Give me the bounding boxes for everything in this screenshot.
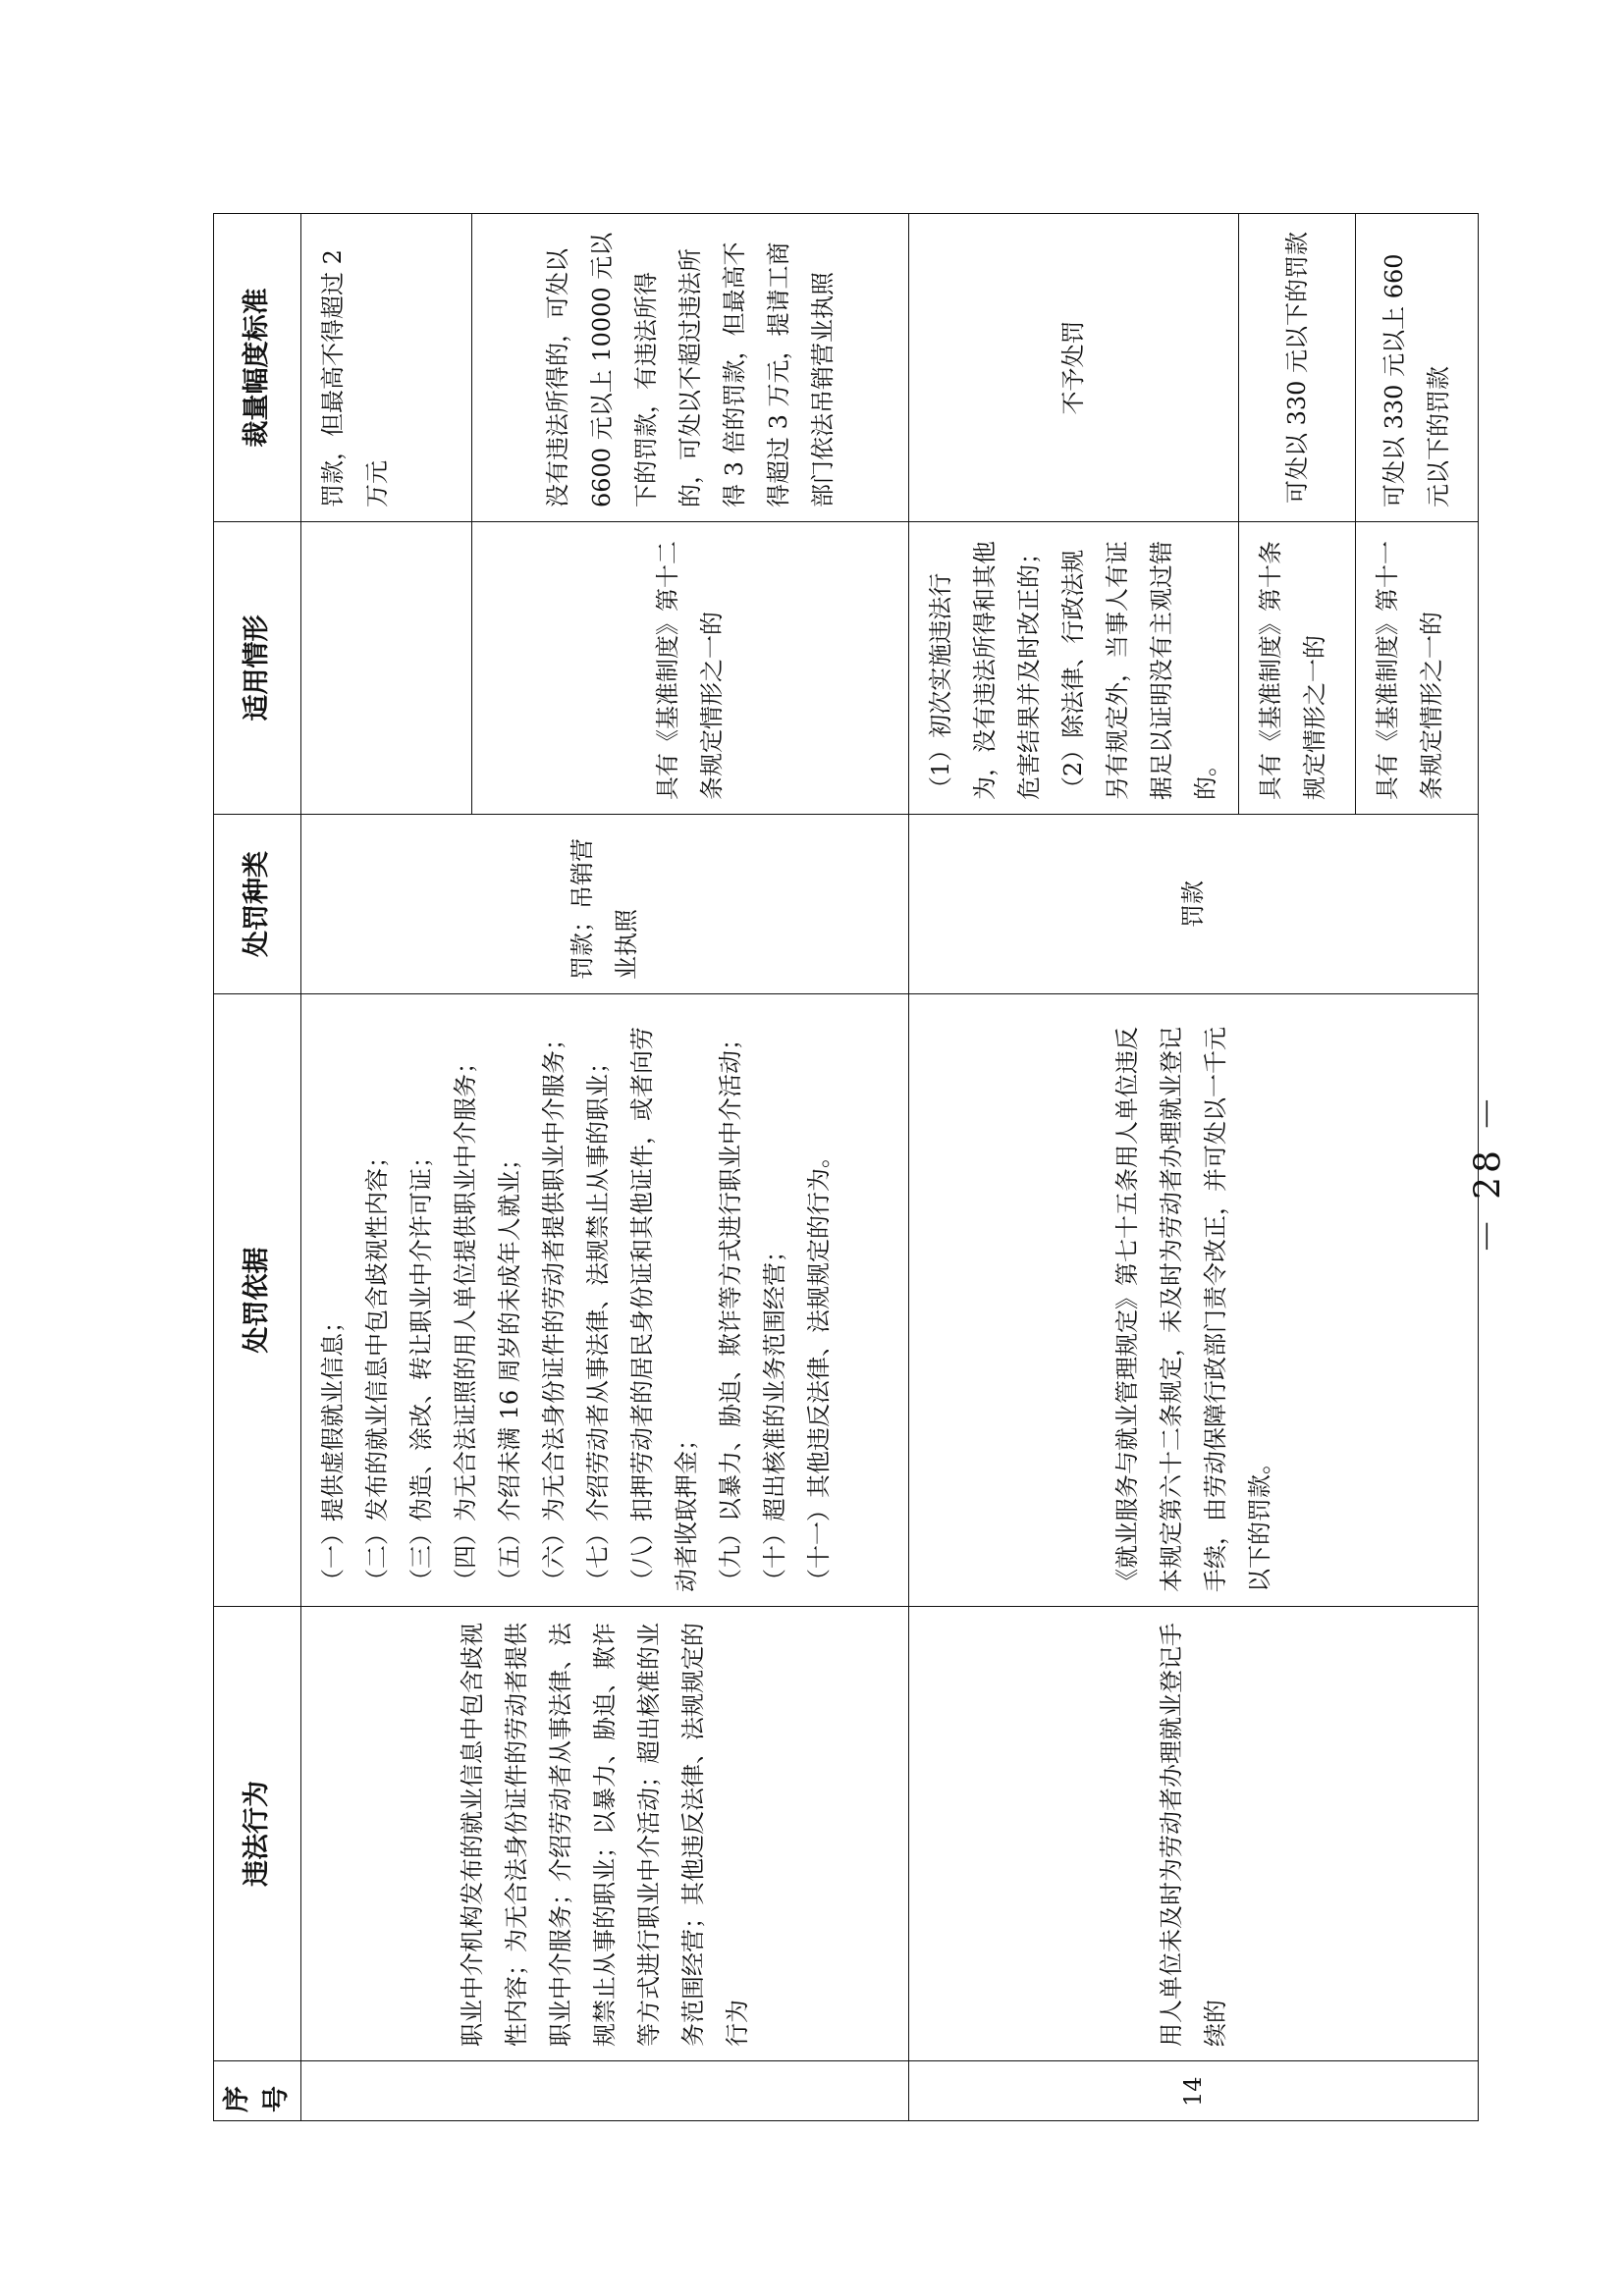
header-standard: 裁量幅度标准 (214, 214, 301, 522)
row13-situation-1 (301, 522, 472, 815)
basis-line: （十一）其他违反法律、法规规定的行为。 (805, 1145, 833, 1592)
row13-seq (301, 2061, 909, 2121)
row14-situation-3: 具有《基准制度》第十一条规定情形之一的 (1356, 522, 1479, 815)
row13-offense (301, 1607, 909, 2061)
table-row (301, 214, 472, 2121)
penalty-standards-table (213, 213, 1479, 2121)
row14-offense: 用人单位未及时为劳动者办理就业登记手续的 (909, 1607, 1479, 2061)
header-offense: 违法行为 (214, 1607, 301, 2061)
row14-penalty-type: 罚款 (909, 815, 1479, 994)
basis-line: （九）以暴力、胁迫、欺诈等方式进行职业中介活动； (717, 1027, 744, 1592)
header-seq: 序号 (214, 2061, 301, 2121)
page-number-text: － 28 － (1468, 1092, 1509, 1255)
row13-offense-text: 职业中介机构发布的就业信息中包含歧视性内容；为无合法身份证件的劳动者提供职业中介服务；介绍劳动者从事法律、法规禁止从事的职业；以暴力、胁迫、欺诈等方式进行职业中介活动；超出核准的业务范围经营；其他违反法律、法规规定的行为 (458, 1623, 751, 2047)
row14-amount-1: 不予处罚 (909, 214, 1239, 522)
basis-line: （四）为无合法证照的用人单位提供职业中介服务； (452, 1050, 479, 1592)
basis-line: （一）提供虚假就业信息； (319, 1309, 347, 1592)
basis-line: （六）为无合法身份证件的劳动者提供职业中介服务； (540, 1027, 568, 1592)
row14-amount-2: 可处以 330 元以下的罚款 (1239, 214, 1356, 522)
row14-situation-2: 具有《基准制度》第十条规定情形之一的 (1239, 522, 1356, 815)
row14-situation-1: （1）初次实施违法行为，没有违法所得和其他危害结果并及时改正的；（2）除法律、行政法规另有规定外，当事人有证据足以证明没有主观过错的。 (909, 522, 1239, 815)
header-basis: 处罚依据 (214, 994, 301, 1607)
basis-line: （七）介绍劳动者从事法律、法规禁止从事的职业； (584, 1050, 612, 1592)
row13-penalty-type: 罚款；吊销营业执照 (301, 815, 909, 994)
row14-amount-3: 可处以 330 元以上 660 元以下的罚款 (1356, 214, 1479, 522)
basis-line: （二）发布的就业信息中包含歧视性内容； (363, 1145, 391, 1592)
row13-amount-2: 没有违法所得的，可处以 6600 元以上 10000 元以下的罚款，有违法所得的，可处以不超过违法所得 3 倍的罚款，但最高不得超过 3 万元，提请工商部门依法吊销营业执照 (472, 214, 909, 522)
basis-line: （十）超出核准的业务范围经营； (761, 1239, 788, 1592)
header-situation: 适用情形 (214, 522, 301, 815)
row13-situation-2: 具有《基准制度》第十二条规定情形之一的 (472, 522, 909, 815)
table-row (909, 214, 1239, 2121)
row13-basis (301, 994, 909, 1607)
row14-seq: 14 (909, 2061, 1479, 2121)
basis-line: （三）伪造、涂改、转让职业中介许可证； (407, 1145, 435, 1592)
table-header-row (214, 214, 301, 2121)
basis-line: （八）扣押劳动者的居民身份证和其他证件，或者向劳动者收取押金； (628, 1027, 700, 1592)
page-number (1456, 1092, 1515, 1255)
row13-amount-1: 罚款，但最高不得超过 2 万元 (301, 214, 472, 522)
basis-line: （五）介绍未满 16 周岁的未成年人就业； (496, 1147, 523, 1592)
header-penalty-type: 处罚种类 (214, 815, 301, 994)
rotated-page-content (213, 214, 1452, 2121)
row14-basis: 《就业服务与就业管理规定》第七十五条用人单位违反本规定第六十二条规定，未及时为劳动者办理就业登记手续，由劳动保障行政部门责令改正，并可处以一千元以下的罚款。 (909, 994, 1479, 1607)
